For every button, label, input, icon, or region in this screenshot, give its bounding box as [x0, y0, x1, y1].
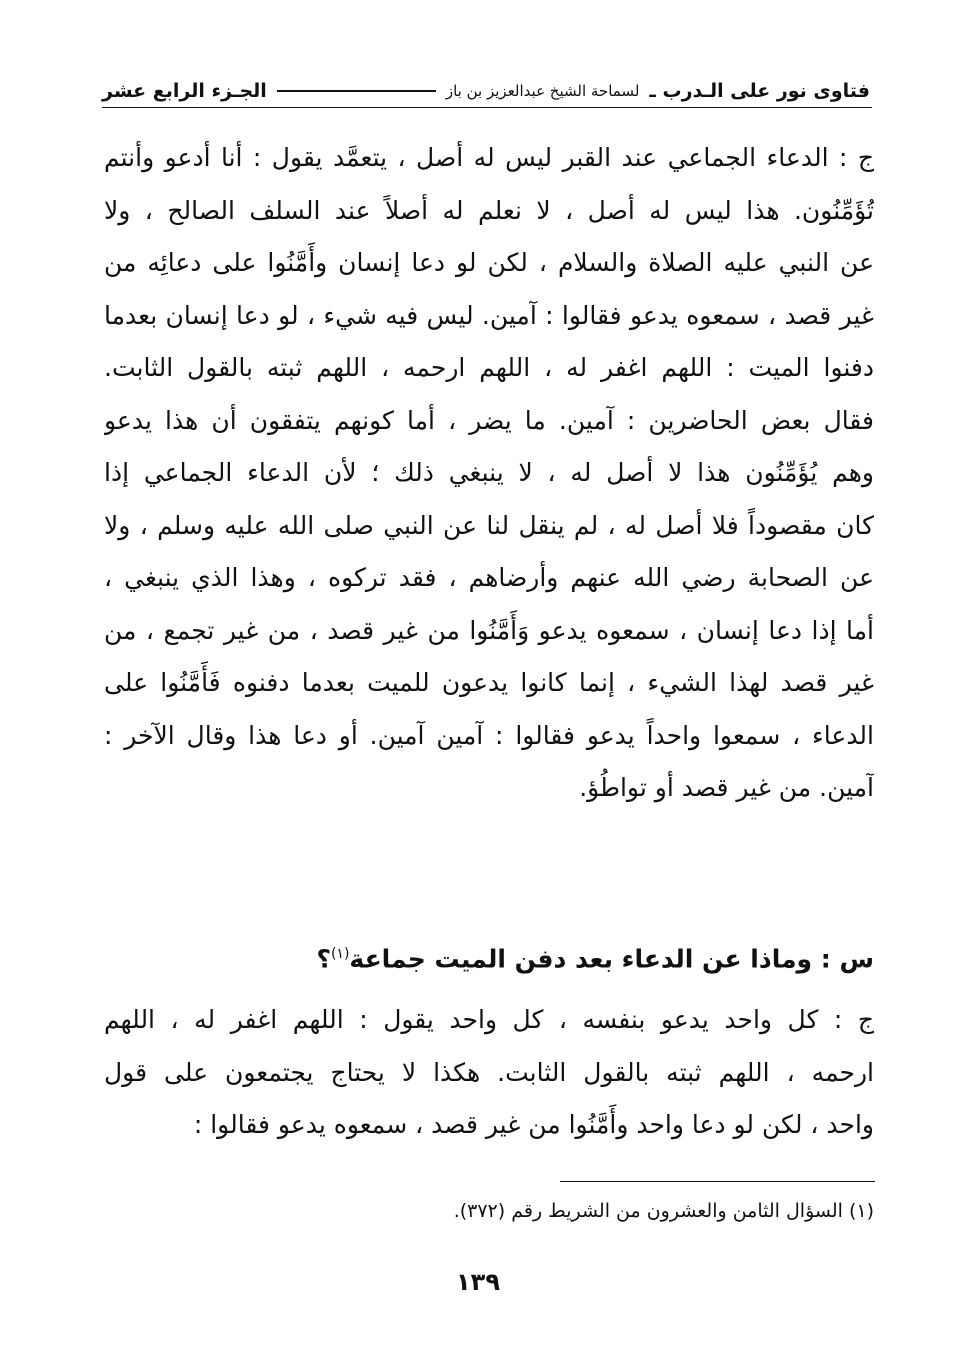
answer-1-paragraph: [104, 132, 874, 815]
text-line: غير قصد ، سمعوه يدعو فقالوا : آمين. ليس فيه شيء ، لو دعا إنسان بعدما: [104, 300, 874, 330]
text-line: ارحمه ، اللهم ثبته بالقول الثابت. هكذا لا يحتاج يجتمعون على قول: [104, 1057, 874, 1087]
answer-2-paragraph: [104, 994, 874, 1152]
text-line: دفنوا الميت : اللهم اغفر له ، اللهم ارحمه ، اللهم ثبته بالقول الثابت.: [104, 353, 874, 382]
text-line: آمين. من غير قصد أو تواطُؤ.: [579, 773, 874, 802]
author-name: لسماحة الشيخ عبدالعزيز بن باز: [445, 82, 640, 100]
text-line: الدعاء ، سمعوا واحداً يدعو فقالوا : آمين آمين. أو دعا هذا وقال الآخر :: [104, 720, 874, 750]
text-line: كان مقصوداً فلا أصل له ، لم ينقل لنا عن النبي صلى الله عليه وسلم ، ولا: [104, 510, 874, 540]
volume-part: الجـزء الرابع عشر: [102, 80, 267, 102]
question-heading: [104, 928, 874, 980]
question-text: س : وماذا عن الدعاء بعد دفن الميت جماعة: [349, 944, 874, 974]
text-line: غير قصد لهذا الشيء ، إنما كانوا يدعون للميت بعدما دفنوه فَأَمَّنُوا على: [104, 668, 874, 697]
running-header: [102, 76, 870, 106]
text-line: تُؤَمِّنُون. هذا ليس له أصل ، لا نعلم له أصلاً عند السلف الصالح ، ولا: [104, 195, 874, 225]
text-line: ج : الدعاء الجماعي عند القبر ليس له أصل ، يتعمَّد يقول : أنا أدعو وأنتم: [104, 143, 874, 172]
footnote-separator: [560, 1181, 875, 1182]
text-line: أما إذا دعا إنسان ، سمعوه يدعو وَأَمَّنُوا من غير قصد ، من غير تجمع ، من: [104, 615, 874, 645]
text-line: عن النبي عليه الصلاة والسلام ، لكن لو دعا إنسان وأَمَّنُوا على دعائِه من: [104, 248, 874, 277]
header-underline: [102, 107, 872, 108]
header-dash-rule: [277, 90, 436, 92]
footnote-reference: (١): [330, 946, 350, 962]
question-mark: ؟: [316, 944, 331, 974]
text-line: ج : كل واحد يدعو بنفسه ، كل واحد يقول : اللهم اغفر له ، اللهم: [104, 1005, 874, 1034]
text-line: واحد ، لكن لو دعا واحد وأَمَّنُوا من غير قصد ، سمعوه يدعو فقالوا :: [193, 1110, 874, 1139]
page-number: ١٣٩: [456, 1268, 500, 1296]
text-line: عن الصحابة رضي الله عنهم وأرضاهم ، فقد تركوه ، وهذا الذي ينبغي ،: [104, 563, 874, 592]
text-line: وهم يُؤَمِّنُون هذا لا أصل له ، لا ينبغي ذلك ؛ لأن الدعاء الجماعي إذا: [104, 458, 874, 487]
footnote: (١) السؤال الثامن والعشرون من الشريط رقم (٣٧٢).: [453, 1200, 874, 1222]
text-line: فقال بعض الحاضرين : آمين. ما يضر ، أما كونهم يتفقون أن هذا يدعو: [104, 405, 874, 435]
book-title: فتاوى نور على الـدرب ـ: [649, 80, 870, 102]
